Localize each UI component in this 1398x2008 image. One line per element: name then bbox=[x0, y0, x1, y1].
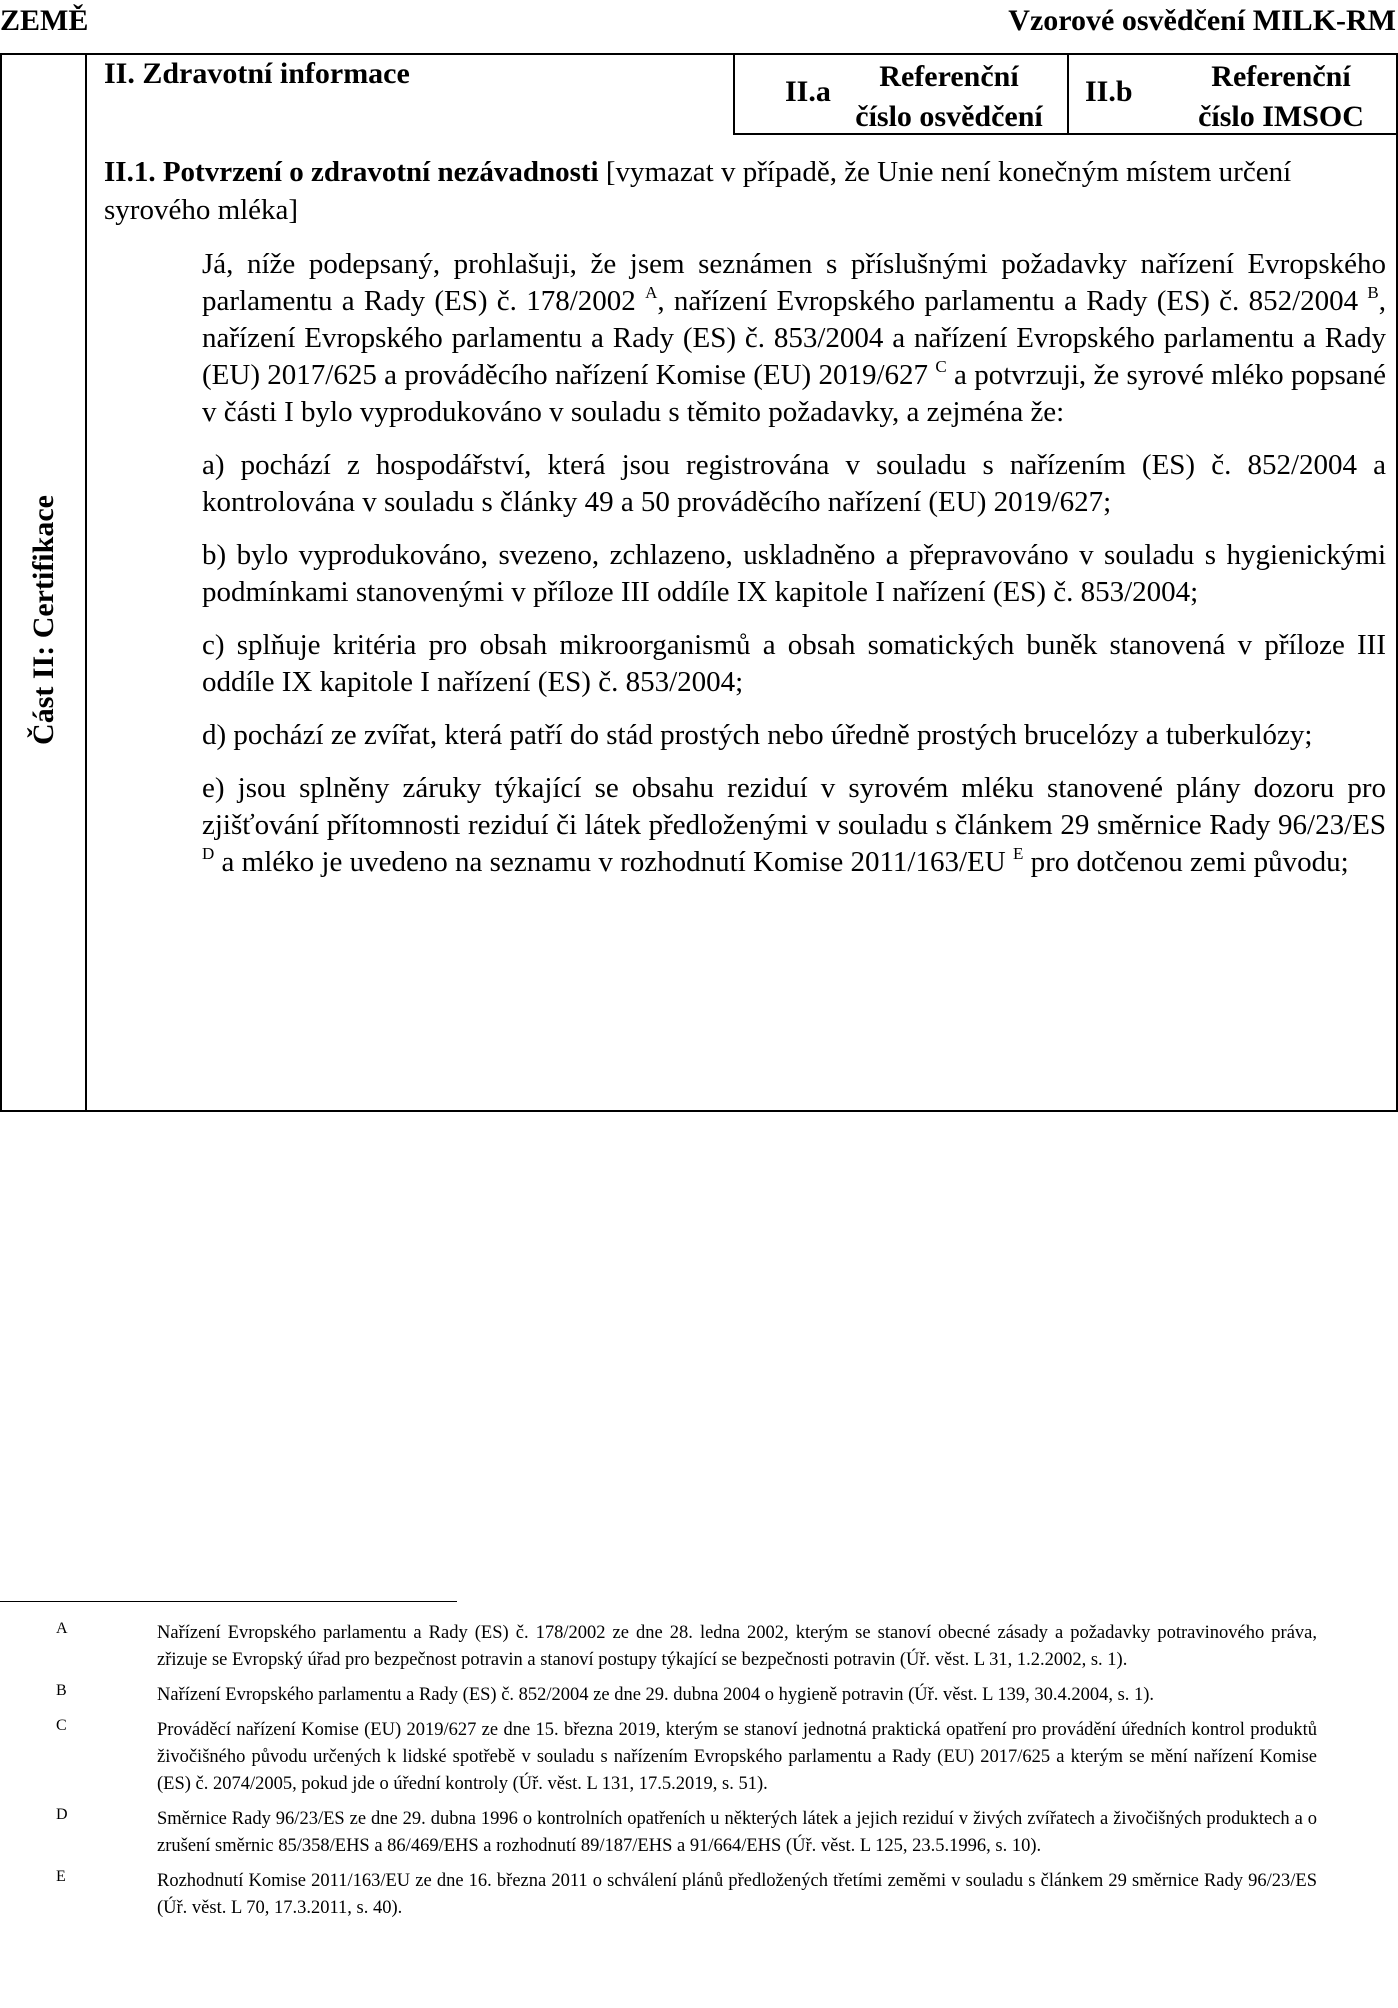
footnote-separator bbox=[0, 1601, 457, 1602]
reference-boxes bbox=[733, 55, 1398, 135]
section-title: II.1. Potvrzení o zdravotní nezávadnosti bbox=[104, 156, 599, 188]
footnote-e: E Rozhodnutí Komise 2011/163/EU ze dne 16. března 2011 o schválení plánů předložených třetími zeměmi v souladu s článkem 29 směrnice Rady 96/23/ES (Úř. věst. L 70, 17.3.2011, s. 40). bbox=[56, 1868, 1317, 1918]
item-b: b) bylo vyprodukováno, svezeno, zchlazeno, uskladněno a přepravováno v souladu s hygienickými podmínkami stanovenými v příloze III oddíle IX kapitole I nařízení (ES) č. 853/2004; bbox=[202, 539, 1386, 608]
footnote-b: B Nařízení Evropského parlamentu a Rady (ES) č. 852/2004 ze dne 29. dubna 2004 o hygieně potravin (Úř. věst. L 139, 30.4.2004, s. 1). bbox=[56, 1682, 1155, 1705]
declaration-body bbox=[202, 246, 1386, 897]
side-column bbox=[2, 55, 87, 1110]
side-label: Část II: Certifikace bbox=[27, 495, 60, 745]
ref-a-code: II.a bbox=[785, 75, 831, 108]
declaration-intro: Já, níže podepsaný, prohlašuji, že jsem seznámen s příslušnými požadavky nařízení Evropského parlamentu a Rady (ES) č. 178/2002 $^A$, nařízení Evropského parlamentu a Rady (ES) č. 852/2004 $^B$, nařízení Evropského parlamentu a Rady (ES) č. 853/2004 a nařízení Evropského parlamentu a Rady (EU) 2017/625 a prováděcího nařízení Komise (EU) 2019/627 $^C$ a potvrzuji, že syrové mléko popsané v části I bylo vyprodukováno v souladu s těmito požadavky, a zejména že: bbox=[202, 248, 1387, 428]
section-note: [vymazat v případě, že Unie není konečným místem určení syrového mléka] bbox=[104, 156, 1292, 226]
footnotes bbox=[0, 1620, 1398, 1930]
item-c: c) splňuje kritéria pro obsah mikroorganismů a obsah somatických buněk stanovená v příloze III oddíle IX kapitole I nařízení (ES) č. 853/2004; bbox=[202, 629, 1386, 698]
ref-b-label: Referenční číslo IMSOC bbox=[1198, 60, 1364, 133]
item-d: d) pochází ze zvířat, která patří do stád prostých nebo úředně prostých brucelózy a tuberkulózy; bbox=[202, 719, 1313, 751]
certificate-model-title: Vzorové osvědčení MILK-RM bbox=[1008, 4, 1396, 37]
item-a: a) pochází z hospodářství, která jsou registrována v souladu s nařízením (ES) č. 852/2004 a kontrolována v souladu s články 49 a 50 prováděcího nařízení (EU) 2019/627; bbox=[202, 449, 1386, 518]
ref-b-code: II.b bbox=[1085, 75, 1133, 108]
footnote-d: D Směrnice Rady 96/23/ES ze dne 29. dubna 1996 o kontrolních opatřeních u některých látek a jejich reziduí v živých zvířatech a živočišných produktech a o zrušení směrnic 85/358/EHS a 86/469/EHS a rozhodnutí 89/187/EHS a 91/664/EHS (Úř. věst. L 125, 23.5.1996, s. 10). bbox=[56, 1806, 1317, 1856]
section-heading bbox=[104, 153, 1384, 229]
ref-a-label: Referenční číslo osvědčení bbox=[855, 60, 1043, 133]
certificate-frame bbox=[0, 53, 1398, 1112]
footnote-c: C Prováděcí nařízení Komise (EU) 2019/627 ze dne 15. března 2019, kterým se stanoví jednotná praktická opatření pro provádění úředních kontrol produktů živočišného původu určených k lidské spotřebě v souladu s nařízením Evropského parlamentu a Rady (EU) 2017/625 a kterým se mění nařízení Komise (ES) č. 2074/2005, pokud jde o úřední kontroly (Úř. věst. L 131, 17.5.2019, s. 51). bbox=[56, 1717, 1317, 1794]
part-title: II. Zdravotní informace bbox=[104, 57, 410, 90]
footnote-a: A Nařízení Evropského parlamentu a Rady (ES) č. 178/2002 ze dne 28. ledna 2002, kterým se stanoví obecné zásady a požadavky potravinového práva, zřizuje se Evropský úřad pro bezpečnost potravin a stanoví postupy týkající se bezpečnosti potravin (Úř. věst. L 31, 1.2.2002, s. 1). bbox=[56, 1620, 1317, 1670]
country-header: ZEMĚ bbox=[0, 4, 89, 37]
item-e: e) jsou splněny záruky týkající se obsahu reziduí v syrovém mléku stanovené plány dozoru pro zjišťování přítomnosti reziduí či látek předloženými v souladu s článkem 29 směrnice Rady 96/23/ES $^D$ a mléko je uvedeno na seznamu v rozhodnutí Komise 2011/163/EU $^E$ pro dotčenou zemi původu; bbox=[202, 772, 1386, 878]
